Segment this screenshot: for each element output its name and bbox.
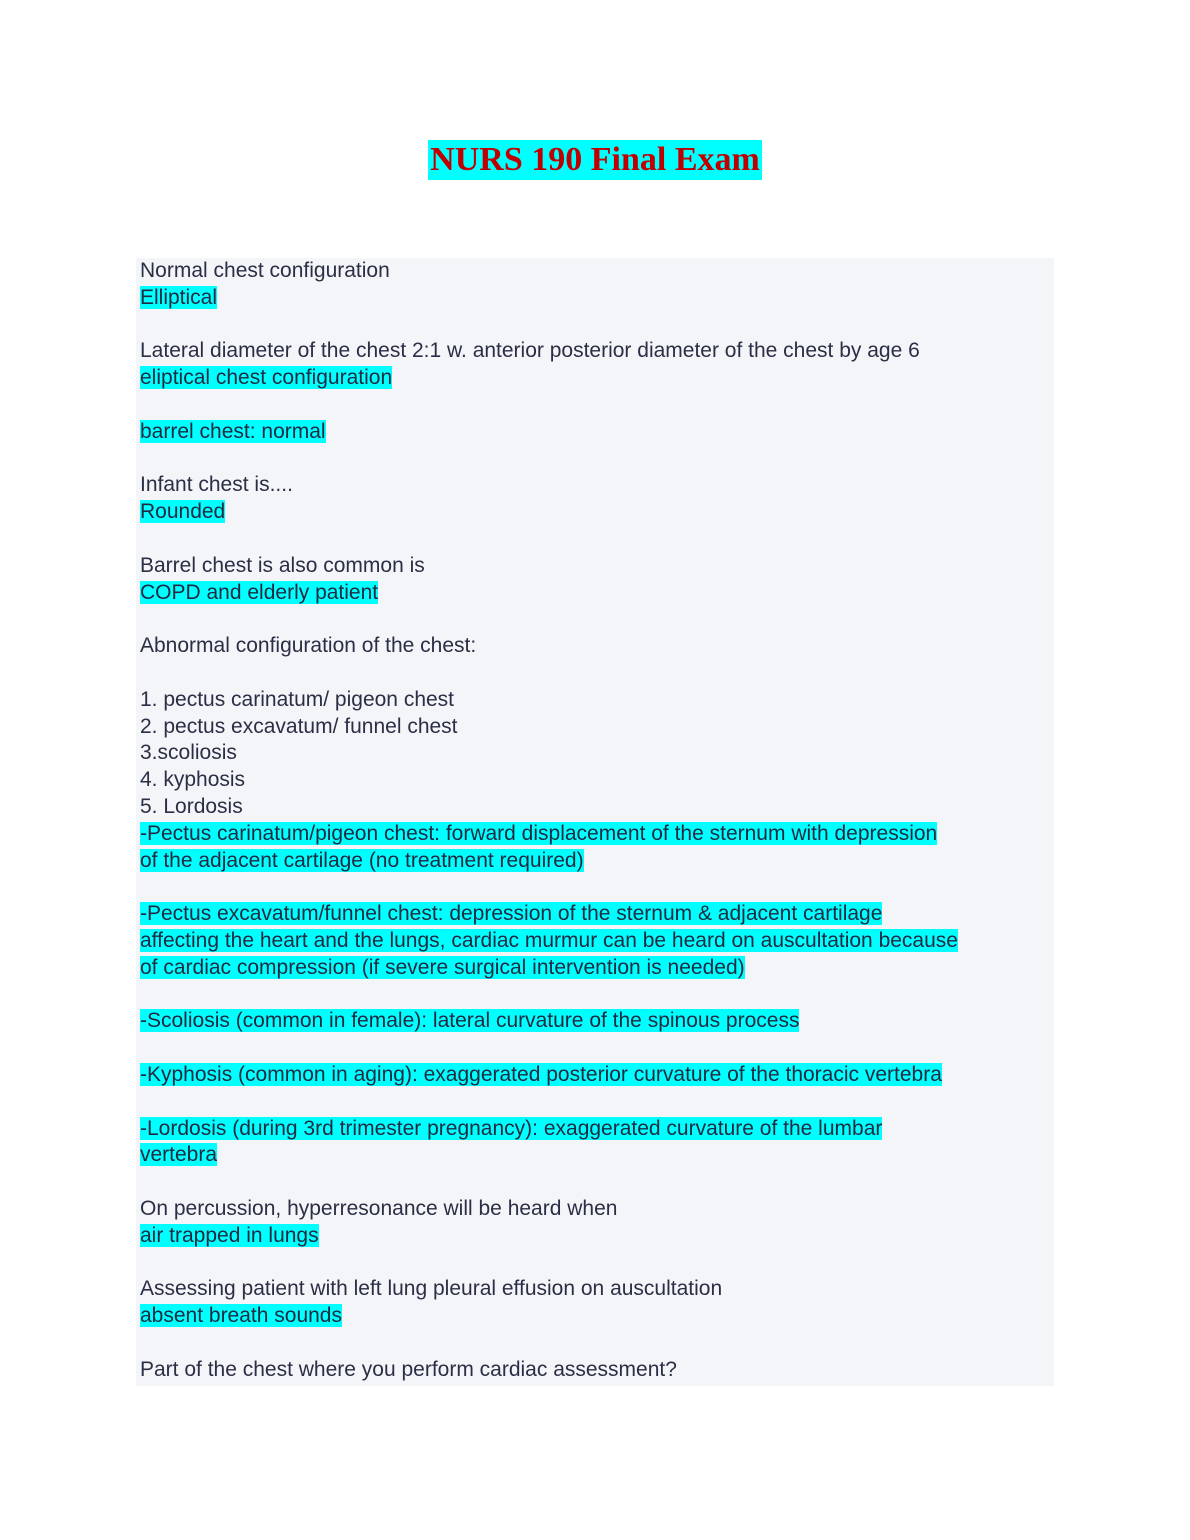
line-text: Infant chest is.... bbox=[140, 473, 293, 497]
answer-line bbox=[140, 821, 1054, 848]
line-text: Assessing patient with left lung pleural effusion on auscultation bbox=[140, 1277, 723, 1301]
title-wrapper bbox=[0, 140, 1190, 180]
blank-line bbox=[140, 312, 1054, 339]
highlighted-text: barrel chest: normal bbox=[140, 419, 326, 443]
highlighted-text: affecting the heart and the lungs, cardiac murmur can be heard on auscultation because bbox=[140, 928, 958, 952]
answer-line bbox=[140, 580, 1054, 607]
highlighted-text: air trapped in lungs bbox=[140, 1223, 319, 1247]
line-text: On percussion, hyperresonance will be heard when bbox=[140, 1196, 618, 1220]
answer-line bbox=[140, 419, 1054, 446]
highlighted-text: -Pectus excavatum/funnel chest: depression of the sternum & adjacent cartilage bbox=[140, 902, 883, 926]
answer-line bbox=[140, 1062, 1054, 1089]
highlighted-text: -Pectus carinatum/pigeon chest: forward displacement of the sternum with depression bbox=[140, 821, 938, 845]
blank-line bbox=[140, 1330, 1054, 1357]
answer-line bbox=[140, 285, 1054, 312]
answer-line bbox=[140, 848, 1054, 875]
blank-line bbox=[140, 392, 1054, 419]
highlighted-text: -Lordosis (during 3rd trimester pregnancy): exaggerated curvature of the lumbar bbox=[140, 1116, 883, 1140]
answer-line bbox=[140, 499, 1054, 526]
blank-line bbox=[140, 1089, 1054, 1116]
blank-line bbox=[140, 660, 1054, 687]
answer-line bbox=[140, 1223, 1054, 1250]
answer-line bbox=[140, 1116, 1054, 1143]
highlighted-text: -Scoliosis (common in female): lateral curvature of the spinous process bbox=[140, 1009, 800, 1033]
line-text: Normal chest configuration bbox=[140, 259, 390, 282]
question-line bbox=[140, 714, 1054, 741]
blank-line bbox=[140, 874, 1054, 901]
line-text: 2. pectus excavatum/ funnel chest bbox=[140, 714, 458, 738]
line-text: 1. pectus carinatum/ pigeon chest bbox=[140, 687, 455, 711]
line-text: Abnormal configuration of the chest: bbox=[140, 634, 477, 658]
blank-line bbox=[140, 982, 1054, 1009]
answer-line bbox=[140, 928, 1054, 955]
blank-line bbox=[140, 1035, 1054, 1062]
document-title: NURS 190 Final Exam bbox=[430, 141, 760, 178]
line-text: Barrel chest is also common is bbox=[140, 553, 425, 577]
answer-line bbox=[140, 1303, 1054, 1330]
highlighted-text: -Kyphosis (common in aging): exaggerated posterior curvature of the thoracic vertebra bbox=[140, 1062, 942, 1086]
question-line bbox=[140, 258, 1054, 285]
highlighted-text: eliptical chest configuration bbox=[140, 366, 393, 390]
question-line bbox=[140, 794, 1054, 821]
question-line bbox=[140, 740, 1054, 767]
line-text: 5. Lordosis bbox=[140, 794, 243, 818]
highlighted-text: COPD and elderly patient bbox=[140, 580, 379, 604]
highlighted-text: of cardiac compression (if severe surgical intervention is needed) bbox=[140, 955, 745, 979]
highlighted-text: of the adjacent cartilage (no treatment required) bbox=[140, 848, 584, 872]
line-text: 3.scoliosis bbox=[140, 741, 237, 765]
question-line bbox=[140, 767, 1054, 794]
question-line bbox=[140, 1357, 1054, 1384]
question-line bbox=[140, 472, 1054, 499]
question-line bbox=[140, 553, 1054, 580]
document-body bbox=[140, 258, 1054, 1383]
question-line bbox=[140, 687, 1054, 714]
question-line bbox=[140, 633, 1054, 660]
highlighted-text: absent breath sounds bbox=[140, 1304, 342, 1328]
blank-line bbox=[140, 1169, 1054, 1196]
answer-line bbox=[140, 1142, 1054, 1169]
blank-line bbox=[140, 1249, 1054, 1276]
question-line bbox=[140, 1196, 1054, 1223]
question-line bbox=[140, 1276, 1054, 1303]
answer-line bbox=[140, 955, 1054, 982]
answer-line bbox=[140, 365, 1054, 392]
blank-line bbox=[140, 526, 1054, 553]
highlighted-text: Rounded bbox=[140, 500, 226, 524]
blank-line bbox=[140, 446, 1054, 473]
line-text: Lateral diameter of the chest 2:1 w. anterior posterior diameter of the chest by age 6 bbox=[140, 339, 920, 363]
line-text: 4. kyphosis bbox=[140, 768, 246, 792]
answer-line bbox=[140, 1008, 1054, 1035]
answer-line bbox=[140, 901, 1054, 928]
blank-line bbox=[140, 606, 1054, 633]
highlighted-text: Elliptical bbox=[140, 285, 218, 309]
highlighted-text: vertebra bbox=[140, 1143, 218, 1167]
question-line bbox=[140, 338, 1054, 365]
line-text: Part of the chest where you perform cardiac assessment? bbox=[140, 1357, 677, 1381]
